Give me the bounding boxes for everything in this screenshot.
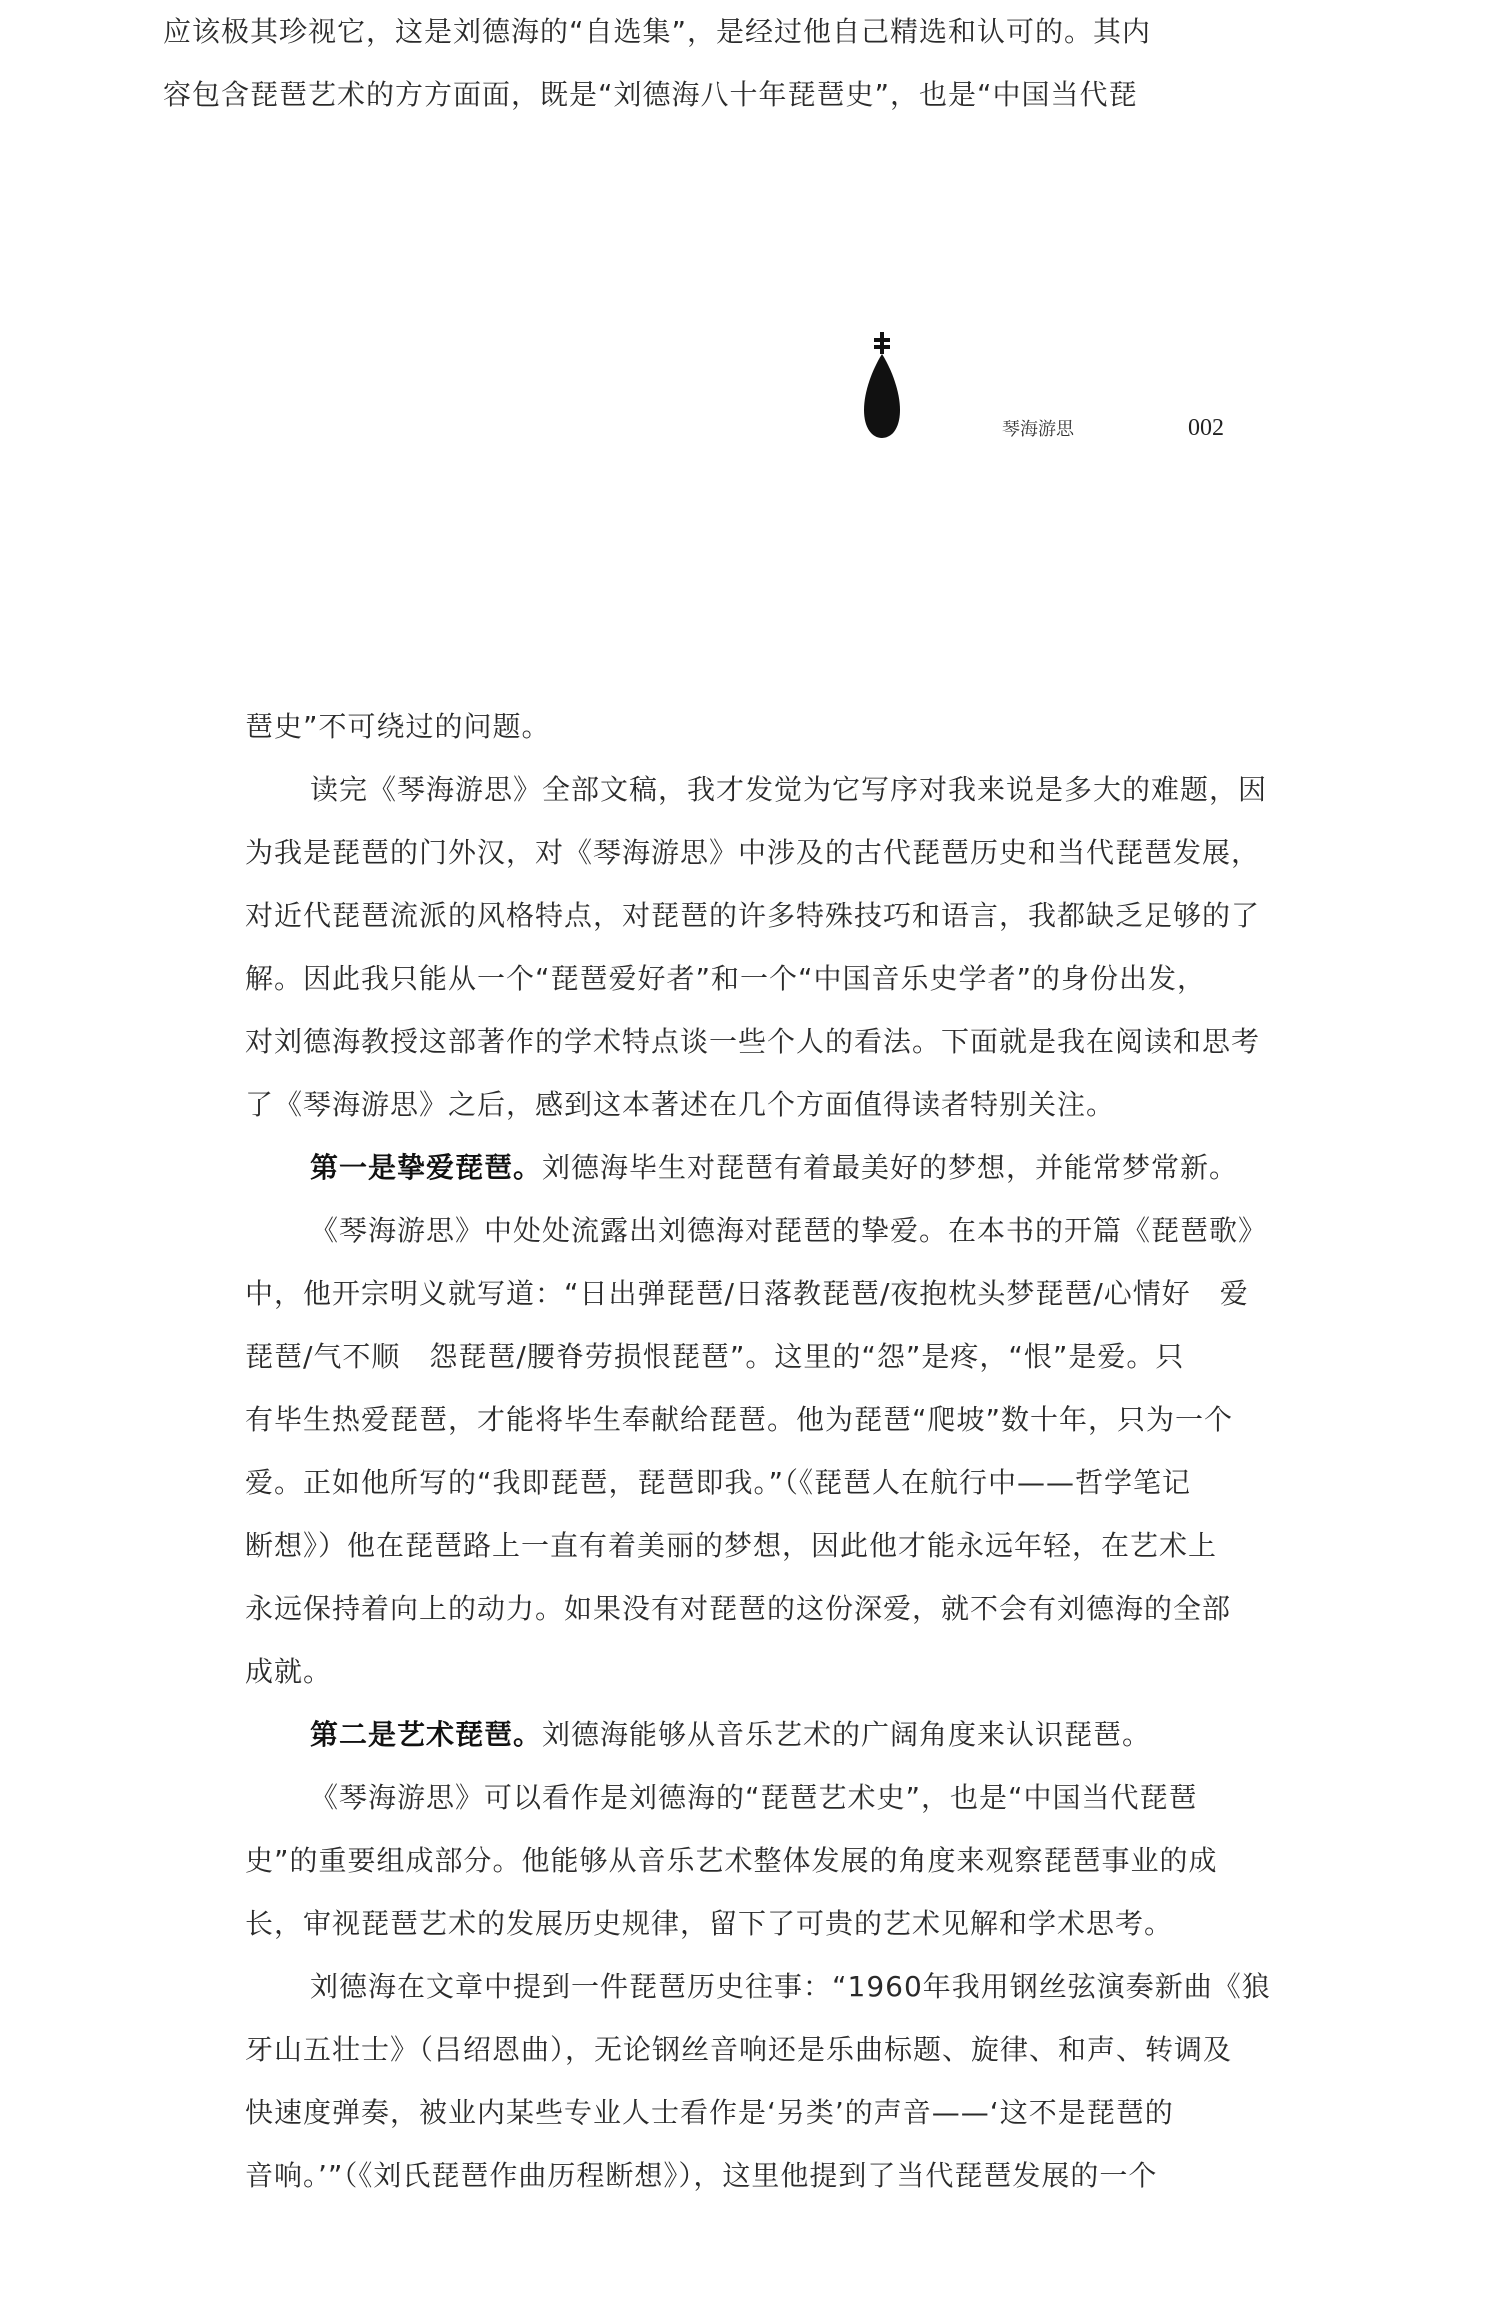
page-body (245, 695, 1330, 2207)
page-number: 002 (1188, 415, 1224, 441)
text-line: 史”的重要组成部分。他能够从音乐艺术整体发展的角度来观察琵琶事业的成 (245, 1844, 1218, 1877)
section-heading: 第一是挚爱琵琶。 (310, 1151, 543, 1184)
text-line: 了《琴海游思》之后，感到这本著述在几个方面值得读者特别关注。 (245, 1088, 1116, 1121)
text-line: 音响。’”（《刘氏琵琶作曲历程断想》），这里他提到了当代琵琶发展的一个 (245, 2159, 1158, 2192)
text-line: 为我是琵琶的门外汉，对《琴海游思》中涉及的古代琵琶历史和当代琵琶发展， (245, 836, 1261, 869)
text-line: 长，审视琵琶艺术的发展历史规律，留下了可贵的艺术见解和学术思考。 (245, 1907, 1174, 1940)
section-heading-text: 刘德海毕生对琵琶有着最美好的梦想，并能常梦常新。 (542, 1151, 1239, 1184)
section-heading-line (245, 1136, 1330, 1199)
text-line: 解。因此我只能从一个“琵琶爱好者”和一个“中国音乐史学者”的身份出发， (245, 962, 1207, 995)
page-footer (0, 330, 1500, 460)
text-line: 断想》）他在琵琶路上一直有着美丽的梦想，因此他才能永远年轻，在艺术上 (245, 1529, 1218, 1562)
section-heading: 第二是艺术琵琶。 (310, 1718, 543, 1751)
paragraph-line: 刘德海在文章中提到一件琵琶历史往事：“1960年我用钢丝弦演奏新曲《狼 (310, 1970, 1271, 2003)
paragraph-line: 读完《琴海游思》全部文稿，我才发觉为它写序对我来说是多大的难题，因 (310, 773, 1268, 806)
text-line: 有毕生热爱琵琶，才能将毕生奉献给琵琶。他为琵琶“爬坡”数十年，只为一个 (245, 1403, 1234, 1436)
text-line: 中，他开宗明义就写道：“日出弹琵琶/日落教琵琶/夜抱枕头梦琵琶/心情好 爱 (245, 1277, 1249, 1310)
section-heading-line (245, 1703, 1330, 1766)
text-line: 牙山五壮士》（吕绍恩曲），无论钢丝音响还是乐曲标题、旋律、和声、转调及 (245, 2033, 1233, 2066)
text-line: 应该极其珍视它，这是刘德海的“自选集”，是经过他自己精选和认可的。其内 (163, 15, 1152, 48)
text-line: 对近代琵琶流派的风格特点，对琵琶的许多特殊技巧和语言，我都缺乏足够的了 (245, 899, 1261, 932)
text-line: 对刘德海教授这部著作的学术特点谈一些个人的看法。下面就是我在阅读和思考 (245, 1025, 1261, 1058)
text-line: 成就。 (245, 1655, 333, 1688)
text-line: 容包含琵琶艺术的方方面面，既是“刘德海八十年琵琶史”，也是“中国当代琵 (163, 78, 1138, 111)
paragraph-line: 《琴海游思》中处处流露出刘德海对琵琶的挚爱。在本书的开篇《琵琶歌》 (310, 1214, 1268, 1247)
text-line: 爱。正如他所写的“我即琵琶，琵琶即我。”（《琵琶人在航行中——哲学笔记 (245, 1466, 1192, 1499)
text-line: 琵琶/气不顺 怨琵琶/腰脊劳损恨琵琶”。这里的“怨”是疼，“恨”是爱。只 (245, 1340, 1185, 1373)
text-line: 永远保持着向上的动力。如果没有对琵琶的这份深爱，就不会有刘德海的全部 (245, 1592, 1232, 1625)
pipa-icon (862, 330, 902, 440)
book-title: 琴海游思 (1002, 419, 1074, 440)
previous-page-text (163, 0, 1323, 126)
text-line: 快速度弹奏，被业内某些专业人士看作是‘另类’的声音——‘这不是琵琶的 (245, 2096, 1174, 2129)
paragraph-line: 《琴海游思》可以看作是刘德海的“琵琶艺术史”，也是“中国当代琵琶 (310, 1781, 1198, 1814)
text-line: 琶史”不可绕过的问题。 (245, 710, 551, 743)
section-heading-text: 刘德海能够从音乐艺术的广阔角度来认识琵琶。 (542, 1718, 1152, 1751)
